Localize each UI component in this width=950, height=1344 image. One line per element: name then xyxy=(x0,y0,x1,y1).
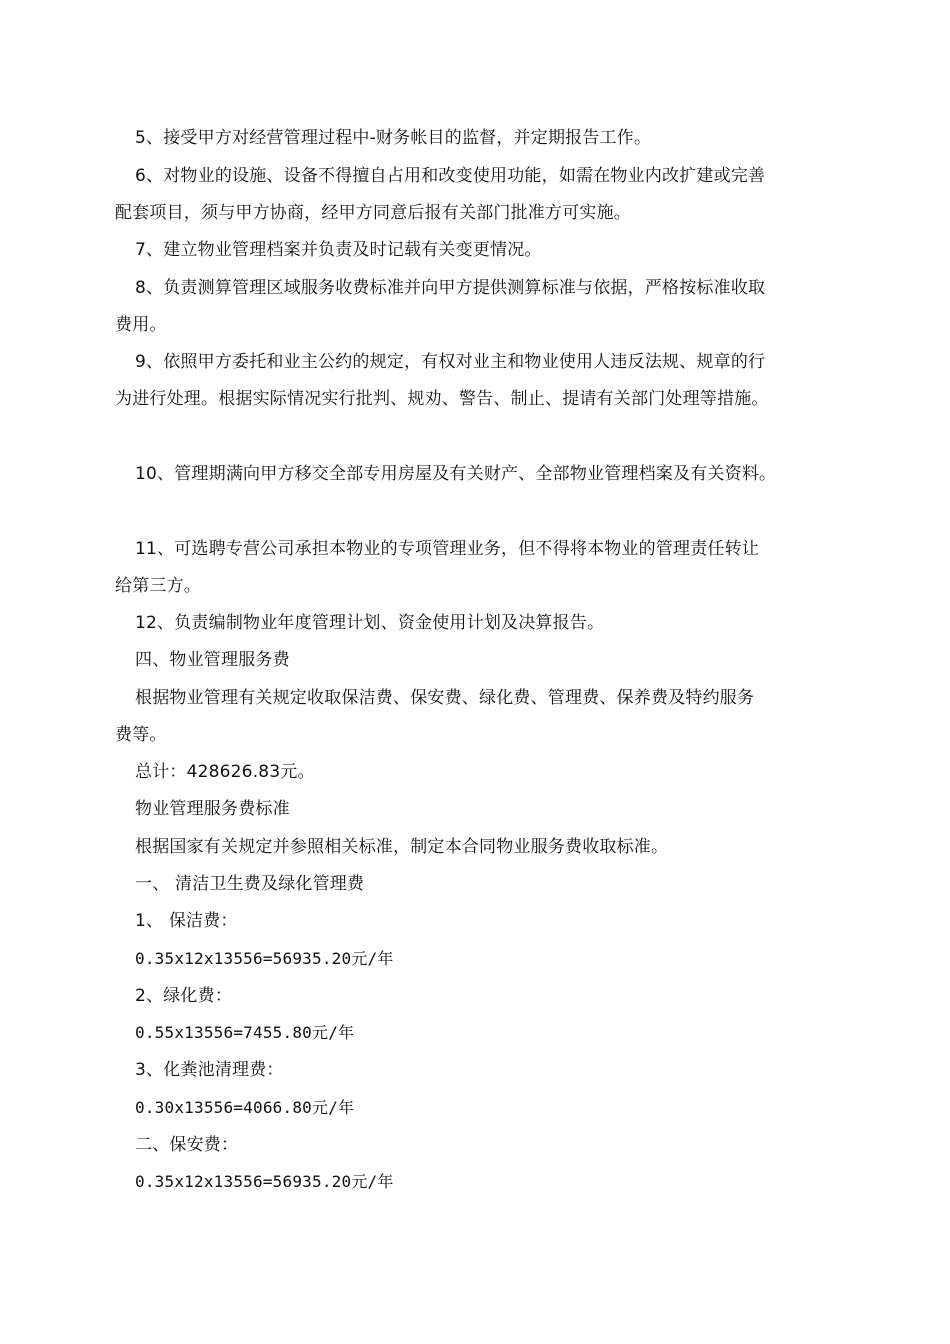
cleaning-fee-formula: 0.35x12x13556=56935.20元/年 xyxy=(135,949,394,968)
fee-standard-intro: 根据国家有关规定并参照相关标准，制定本合同物业服务费收取标准。 xyxy=(135,837,669,857)
clause-9-line-2: 为进行处理。根据实际情况实行批判、规劝、警告、制止、提请有关部门处理等措施。 xyxy=(115,389,769,409)
fee-intro-line-1: 根据物业管理有关规定收取保洁费、保安费、绿化费、管理费、保养费及特约服务 xyxy=(135,688,755,708)
section-heading-4: 四、物业管理服务费 xyxy=(135,650,290,670)
clause-6-line-1: 6、对物业的设施、设备不得擅自占用和改变使用功能，如需在物业内改扩建或完善 xyxy=(135,166,766,186)
clause-7: 7、建立物业管理档案并负责及时记载有关变更情况。 xyxy=(135,240,542,260)
septic-fee-formula: 0.30x13556=4066.80元/年 xyxy=(135,1098,355,1117)
septic-fee-label: 3、化粪池清理费： xyxy=(135,1060,284,1080)
security-fee-label: 二、保安费： xyxy=(135,1135,239,1155)
fee-standard-title: 物业管理服务费标准 xyxy=(135,799,290,819)
clause-5: 5、接受甲方对经营管理过程中-财务帐目的监督，并定期报告工作。 xyxy=(135,128,652,148)
subsection-cleaning-heading: 一、 清洁卫生费及绿化管理费 xyxy=(135,874,365,894)
greening-fee-label: 2、绿化费： xyxy=(135,986,233,1006)
security-fee-formula: 0.35x12x13556=56935.20元/年 xyxy=(135,1172,394,1191)
clause-12: 12、负责编制物业年度管理计划、资金使用计划及决算报告。 xyxy=(135,613,605,633)
clause-6-line-2: 配套项目，须与甲方协商，经甲方同意后报有关部门批准方可实施。 xyxy=(115,203,631,223)
clause-11-line-1: 11、可选聘专营公司承担本物业的专项管理业务，但不得将本物业的管理责任转让 xyxy=(135,539,760,559)
cleaning-fee-label: 1、 保洁费： xyxy=(135,911,238,931)
clause-10: 10、管理期满向甲方移交全部专用房屋及有关财产、全部物业管理档案及有关资料。 xyxy=(135,464,777,484)
clause-11-line-2: 给第三方。 xyxy=(115,576,201,596)
clause-8-line-2: 费用。 xyxy=(115,315,167,335)
greening-fee-formula: 0.55x13556=7455.80元/年 xyxy=(135,1023,355,1042)
fee-total: 总计：428626.83元。 xyxy=(135,762,315,782)
clause-9-line-1: 9、依照甲方委托和业主公约的规定，有权对业主和物业使用人违反法规、规章的行 xyxy=(135,352,766,372)
clause-8-line-1: 8、负责测算管理区域服务收费标准并向甲方提供测算标准与依据，严格按标准收取 xyxy=(135,278,766,298)
fee-intro-line-2: 费等。 xyxy=(115,725,167,745)
